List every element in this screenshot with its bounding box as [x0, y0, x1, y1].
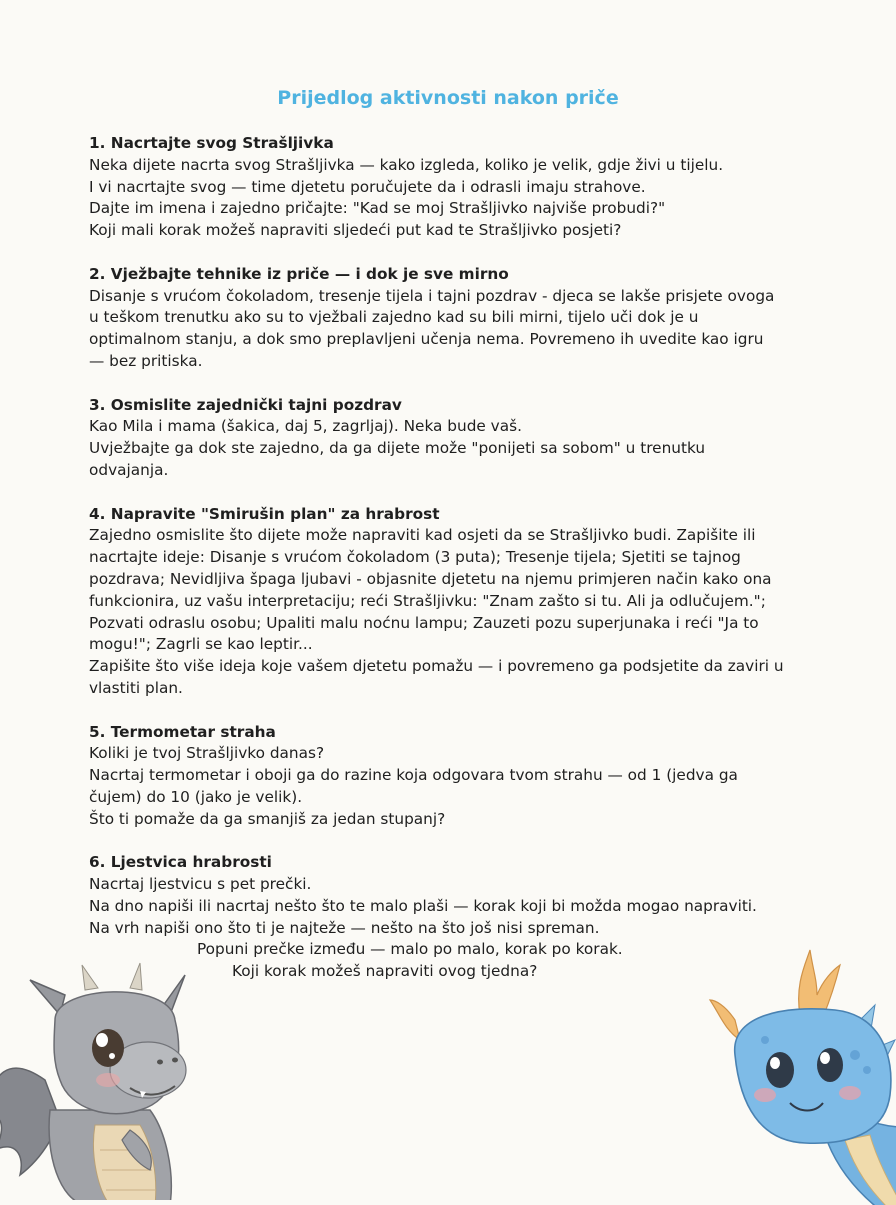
section-line: Koji korak možeš napraviti ovog tjedna? — [232, 962, 538, 981]
section-line: Uvježbajte ga dok ste zajedno, da ga dijete može "ponijeti sa sobom" u trenutku — [89, 439, 706, 458]
activity-list — [89, 133, 819, 1005]
section-line: optimalnom stanju, a dok smo preplavljeni učenja nema. Povremeno ih uvedite kao igru — [89, 330, 764, 349]
section-line: funkcionira, uz vašu interpretaciju; reći Strašljivku: "Znam zašto si tu. Ali ja odlučujem."; — [89, 591, 766, 610]
section-line: Zajedno osmislite što dijete može napraviti kad osjeti da se Strašljivko budi. Zapišite ili — [89, 526, 756, 545]
activity-section-2 — [89, 264, 819, 373]
section-line: Na dno napiši ili nacrtaj nešto što te malo plaši — korak koji bi možda mogao napraviti. — [89, 896, 757, 915]
activity-section-1 — [89, 133, 819, 242]
activity-section-4 — [89, 504, 819, 700]
section-line: odvajanja. — [89, 460, 169, 479]
section-line: Nacrtaj termometar i oboji ga do razine koja odgovara tvom strahu — od 1 (jedva ga — [89, 766, 738, 785]
grey-dragon-illustration — [0, 960, 220, 1200]
section-line: mogu!"; Zagrli se kao leptir... — [89, 635, 313, 654]
section-line: Što ti pomaže da ga smanjiš za jedan stupanj? — [89, 809, 446, 828]
section-line: Popuni prečke između — malo po malo, korak po korak. — [197, 940, 623, 959]
section-line: Nacrtaj ljestvicu s pet prečki. — [89, 875, 312, 894]
section-line: Neka dijete nacrta svog Strašljivka — kako izgleda, koliko je velik, gdje živi u tijelu. — [89, 155, 724, 174]
section-line: Koliki je tvoj Strašljivko danas? — [89, 744, 325, 763]
section-line: Koji mali korak možeš napraviti sljedeći put kad te Strašljivko posjeti? — [89, 221, 622, 240]
section-line: pozdrava; Nevidljiva špaga ljubavi - objasnite djetetu na njemu primjeren način kako ona — [89, 569, 772, 588]
section-heading: 4. Napravite "Smirušin plan" za hrabrost — [89, 504, 440, 523]
section-line: Zapišite što više ideja koje vašem djetetu pomažu — i povremeno ga podsjetite da zaviri u — [89, 657, 784, 676]
section-heading: 3. Osmislite zajednički tajni pozdrav — [89, 395, 402, 414]
section-line: u teškom trenutku ako su to vježbali zajedno kad su bili mirni, tijelo uči dok je u — [89, 308, 699, 327]
section-line: Kao Mila i mama (šakica, daj 5, zagrljaj). Neka bude vaš. — [89, 417, 522, 436]
activity-section-5 — [89, 722, 819, 831]
section-line: nacrtajte ideje: Disanje s vrućom čokoladom (3 puta); Tresenje tijela; Sjetiti se tajnog — [89, 548, 741, 567]
section-heading: 2. Vježbajte tehnike iz priče — i dok je sve mirno — [89, 264, 509, 283]
page-title: Prijedlog aktivnosti nakon priče — [277, 87, 619, 109]
section-heading: 5. Termometar straha — [89, 722, 276, 741]
section-line: Pozvati odraslu osobu; Upaliti malu noćnu lampu; Zauzeti pozu superjunaka i reći "Ja to — [89, 613, 759, 632]
section-line: I vi nacrtajte svog — time djetetu poručujete da i odrasli imaju strahove. — [89, 177, 646, 196]
section-line: vlastiti plan. — [89, 678, 183, 697]
blue-dragon-illustration — [705, 945, 896, 1205]
section-line: — bez pritiska. — [89, 351, 203, 370]
activity-section-3 — [89, 395, 819, 482]
section-heading: 1. Nacrtajte svog Strašljivka — [89, 134, 334, 152]
section-line: čujem) do 10 (jako je velik). — [89, 787, 303, 806]
section-line: Disanje s vrućom čokoladom, tresenje tijela i tajni pozdrav - djeca se lakše prisjete ovoga — [89, 286, 775, 305]
section-line: Dajte im imena i zajedno pričajte: "Kad se moj Strašljivko najviše probudi?" — [89, 199, 666, 218]
section-line: Na vrh napiši ono što ti je najteže — nešto na što još nisi spreman. — [89, 918, 600, 937]
section-heading: 6. Ljestvica hrabrosti — [89, 853, 272, 872]
